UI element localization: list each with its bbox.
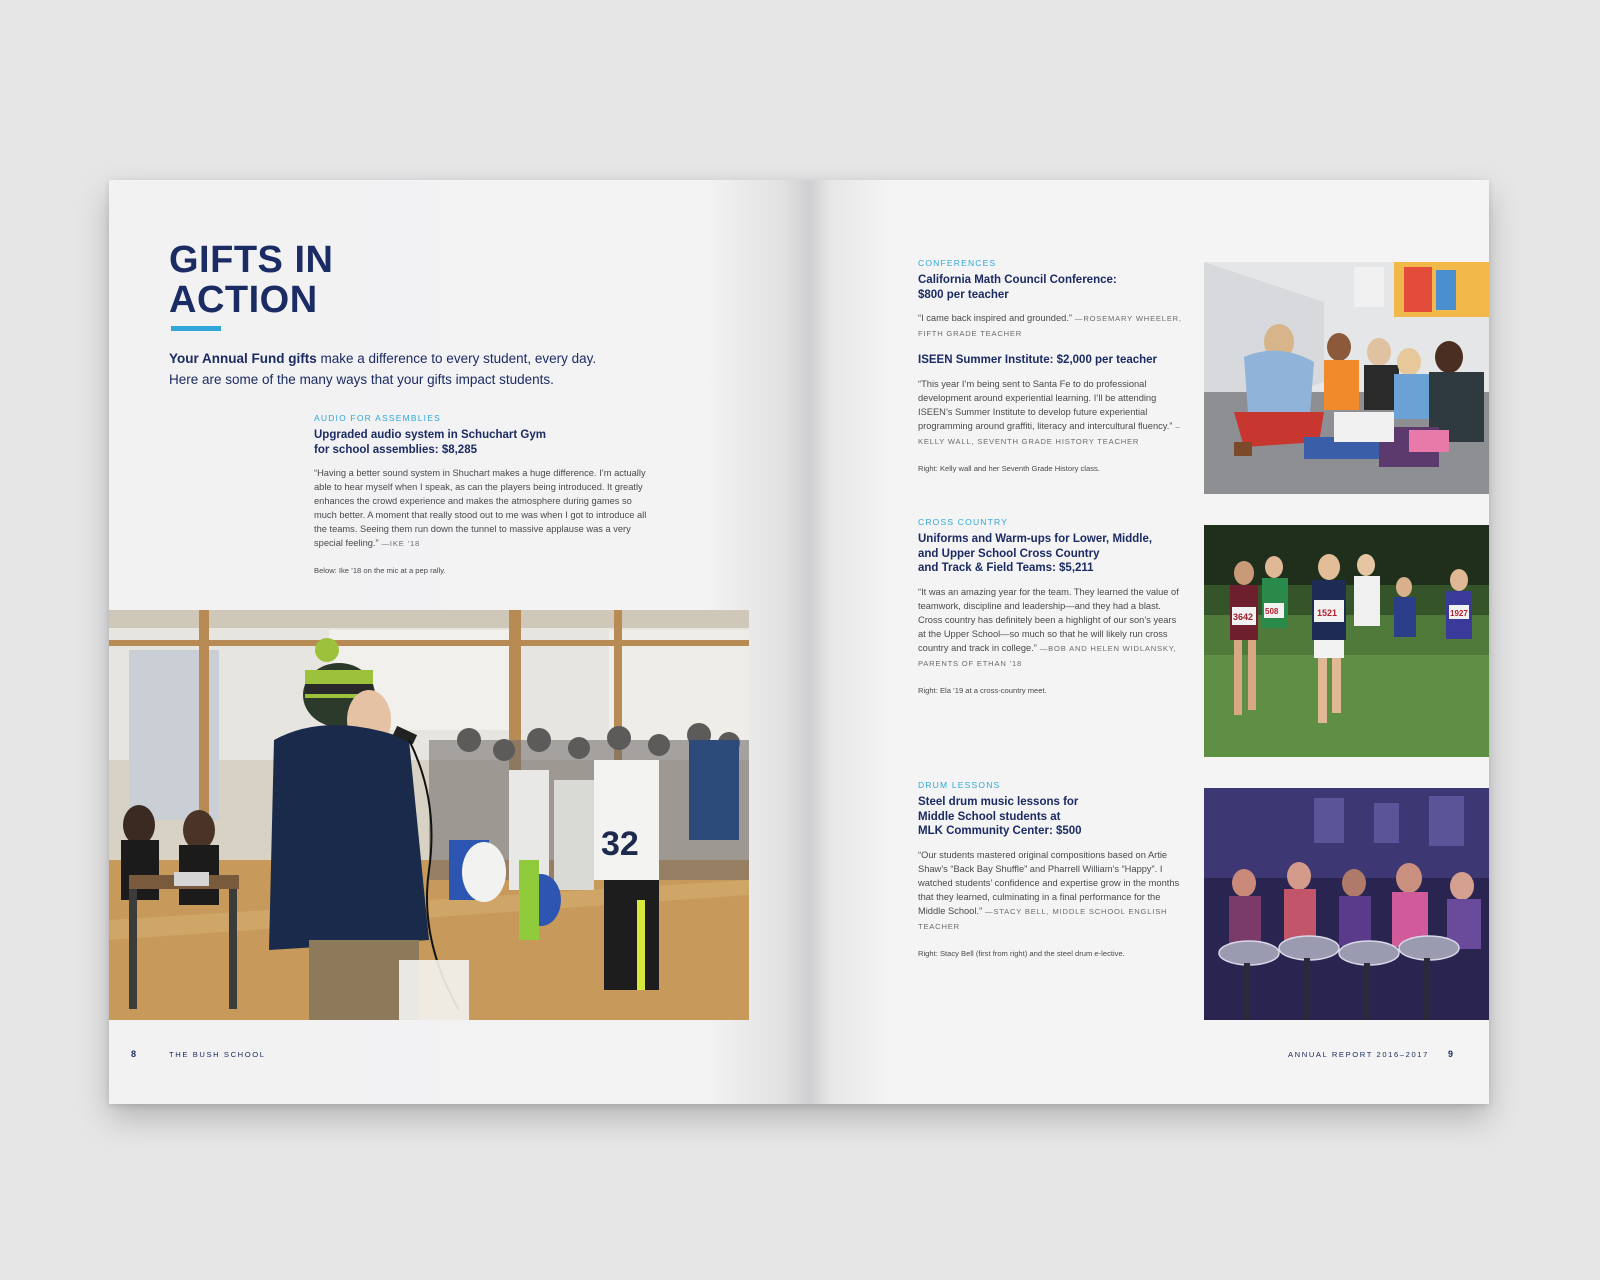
cross-country-kicker: CROSS COUNTRY: [918, 517, 1009, 527]
conferences-attribution-1: —ROSEMARY WHEELER, FIFTH GRADE TEACHER: [918, 314, 1182, 338]
drum-heading: [918, 795, 1182, 839]
bib-number-left: 3642: [1233, 612, 1254, 622]
audio-quote: [314, 466, 654, 551]
audio-heading-line-1: Upgraded audio system in Schuchart Gym: [314, 429, 546, 441]
cross-country-heading-line-1: Uniforms and Warm-ups for Lower, Middle,: [918, 533, 1153, 545]
right-page: [810, 180, 1489, 1104]
audio-caption: Below: Ike ’18 on the mic at a pep rally.: [314, 566, 446, 575]
intro-text: make a difference to every student, every day.: [316, 351, 597, 366]
drum-section: [918, 780, 1182, 959]
cross-country-heading: [918, 532, 1182, 576]
cross-country-caption: Right: Ela ’19 at a cross-country meet.: [918, 685, 1047, 695]
conferences-quote-1-text: “I came back inspired and grounded.”: [918, 313, 1073, 323]
drum-kicker: DRUM LESSONS: [918, 780, 1001, 790]
bib-number-right: 1927: [1450, 609, 1468, 618]
cross-country-section: [918, 517, 1182, 696]
right-running-title: ANNUAL REPORT 2016–2017: [1288, 1050, 1429, 1059]
audio-section: [314, 413, 654, 576]
jersey-number: 32: [601, 825, 639, 863]
title-line-2: ACTION: [169, 279, 318, 321]
conferences-heading-2: ISEEN Summer Institute: $2,000 per teacher: [918, 354, 1158, 366]
cross-country-heading-line-2: and Upper School Cross Country: [918, 547, 1100, 560]
intro-line-2: Here are some of the many ways that your gifts impact students.: [169, 372, 554, 387]
audio-kicker: AUDIO FOR ASSEMBLIES: [314, 413, 441, 423]
audio-attribution: —IKE ’18: [378, 539, 420, 548]
gym-photo: [109, 610, 749, 1020]
drum-caption: Right: Stacy Bell (first from right) and the steel drum e-lective.: [918, 948, 1125, 958]
intro-bold: Your Annual Fund gifts: [169, 351, 317, 366]
audio-heading: [314, 428, 654, 457]
cross-country-quote: [918, 585, 1182, 671]
title-underline: [171, 326, 221, 331]
page-title: [169, 240, 469, 320]
title-line-1: GIFTS IN: [169, 239, 334, 281]
classroom-photo: [1204, 262, 1489, 494]
cross-country-quote-text: “It was an amazing year for the team. They learned the value of teamwork, discipline and leadership—and they had a blast. Cross country has definitely been a highlight of our son’s years at the Upper School—so much so that he will likely run cross country and track in college.”: [918, 586, 1179, 653]
cross-country-heading-line-3: and Track & Field Teams: $5,211: [918, 562, 1094, 574]
left-page-number: 8: [131, 1049, 137, 1059]
cross-country-photo: [1204, 525, 1489, 757]
drum-quote: [918, 848, 1182, 934]
drum-heading-line-1: Steel drum music lessons for: [918, 796, 1079, 808]
conferences-heading-1-line-2: $800 per teacher: [918, 288, 1009, 301]
left-running-title: THE BUSH SCHOOL: [169, 1050, 266, 1059]
bib-number-center: 1521: [1317, 608, 1338, 618]
conferences-attribution-2: –KELLY WALL, SEVENTH GRADE HISTORY TEACHER: [918, 421, 1181, 446]
right-page-number: 9: [1448, 1049, 1454, 1059]
drum-quote-text: “Our students mastered original compositions based on Artie Shaw’s “Back Bay Shuffle” and Pharrell William’s “Happy”. I watched students’ confidence and expertise grow in the months that they learned, culminating in a final performance for the Middle School.”: [918, 849, 1180, 916]
conferences-heading-1-line-1: California Math Council Conference:: [918, 274, 1117, 286]
conferences-kicker: CONFERENCES: [918, 258, 997, 268]
brochure-spread: [109, 180, 1489, 1104]
drum-heading-line-2: Middle School students at: [918, 810, 1061, 823]
intro-paragraph: [169, 348, 629, 390]
conferences-section: [918, 258, 1182, 474]
bib-number-green: 508: [1265, 607, 1279, 616]
conferences-quote-2-text: “This year I’m being sent to Santa Fe to do professional development around experiential learning. I’ll be attending ISEEN’s Summer Institute to develop future experiential programming around graffiti, literacy and intercultural fluency.”: [918, 378, 1173, 431]
conferences-quote-1: [918, 311, 1182, 341]
drum-attribution: —STACY BELL, MIDDLE SCHOOL ENGLISH TEACHER: [918, 906, 1168, 931]
conferences-caption: Right: Kelly wall and her Seventh Grade History class.: [918, 463, 1100, 473]
audio-quote-text: “Having a better sound system in Shuchart makes a huge difference. I’m actually able to hear myself when I speak, as can the players being introduced. It greatly enhances the crowd experience and makes the atmosphere during games so much better. A moment that really stood out to me was when I got to introduce all the teams. Seeing them run down the tunnel to massive applause was a very special feeling.”: [314, 468, 647, 548]
conferences-quote-2: [918, 377, 1182, 449]
left-page: [109, 180, 810, 1104]
drum-heading-line-3: MLK Community Center: $500: [918, 825, 1082, 837]
cross-country-attribution: —BOB AND HELEN WIDLANSKY, PARENTS OF ETHAN ’18: [918, 643, 1177, 668]
steel-drum-photo: [1204, 788, 1489, 1020]
audio-heading-line-2: for school assemblies: $8,285: [314, 443, 477, 456]
conferences-heading-1: [918, 273, 1182, 302]
